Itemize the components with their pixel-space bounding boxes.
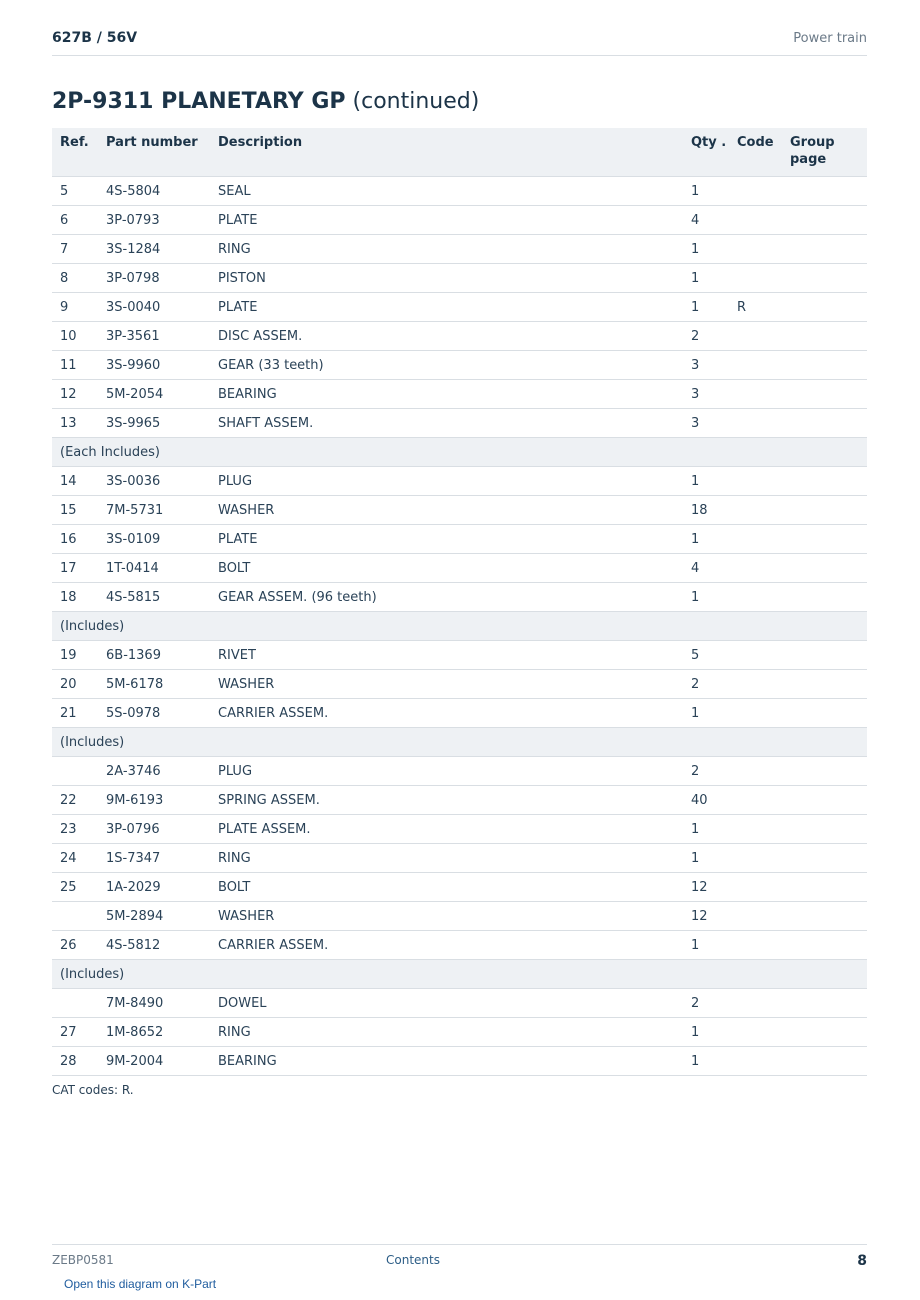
cell-code: [729, 351, 782, 380]
title-suffix: (continued): [345, 89, 480, 114]
cell-group-page: [782, 844, 867, 873]
table-row: [52, 583, 867, 612]
table-row: [52, 496, 867, 525]
cell-part-number: 7M-5731: [98, 496, 210, 525]
cell-part-number: 3S-0036: [98, 467, 210, 496]
cell-part-number: 5M-6178: [98, 670, 210, 699]
cell-part-number: 9M-2004: [98, 1047, 210, 1076]
cell-ref: 9: [52, 293, 98, 322]
cell-code: [729, 670, 782, 699]
cell-qty: 2: [683, 989, 729, 1018]
cell-ref: 18: [52, 583, 98, 612]
page-title: [52, 89, 479, 114]
cell-description: RIVET: [210, 641, 683, 670]
col-description: Description: [210, 128, 683, 177]
cell-description: SEAL: [210, 177, 683, 206]
parts-table-body: [52, 177, 867, 1076]
cell-group-page: [782, 351, 867, 380]
cell-description: SHAFT ASSEM.: [210, 409, 683, 438]
cell-group-page: [782, 264, 867, 293]
includes-group-row: [52, 728, 867, 757]
table-row: [52, 873, 867, 902]
cell-description: PLATE: [210, 293, 683, 322]
cell-description: DISC ASSEM.: [210, 322, 683, 351]
cell-code: [729, 757, 782, 786]
cell-ref: [52, 989, 98, 1018]
col-qty: Qty .: [683, 128, 729, 177]
cell-code: [729, 322, 782, 351]
table-row: [52, 1018, 867, 1047]
cell-code: [729, 496, 782, 525]
cell-group-page: [782, 757, 867, 786]
cell-qty: 1: [683, 264, 729, 293]
table-row: [52, 1047, 867, 1076]
cell-qty: 1: [683, 1018, 729, 1047]
cell-ref: 12: [52, 380, 98, 409]
cell-ref: 24: [52, 844, 98, 873]
cell-description: PLUG: [210, 467, 683, 496]
cell-code: [729, 206, 782, 235]
cell-ref: 11: [52, 351, 98, 380]
document-id: ZEBP0581: [52, 1253, 114, 1267]
table-row: [52, 670, 867, 699]
includes-group-row: [52, 960, 867, 989]
cell-part-number: 6B-1369: [98, 641, 210, 670]
cell-code: [729, 815, 782, 844]
cell-group-page: [782, 931, 867, 960]
cell-group-page: [782, 902, 867, 931]
cell-part-number: 3P-0798: [98, 264, 210, 293]
cell-code: [729, 554, 782, 583]
cell-qty: 1: [683, 177, 729, 206]
cell-qty: 3: [683, 351, 729, 380]
table-row: [52, 815, 867, 844]
cell-code: [729, 525, 782, 554]
cell-part-number: 5M-2054: [98, 380, 210, 409]
cell-ref: 7: [52, 235, 98, 264]
cell-description: BOLT: [210, 873, 683, 902]
cell-part-number: 3P-3561: [98, 322, 210, 351]
cell-description: BEARING: [210, 380, 683, 409]
cell-description: GEAR (33 teeth): [210, 351, 683, 380]
cell-ref: [52, 757, 98, 786]
cell-code: [729, 409, 782, 438]
cell-description: RING: [210, 1018, 683, 1047]
cell-description: WASHER: [210, 496, 683, 525]
cell-group-page: [782, 380, 867, 409]
includes-note: (Includes): [52, 612, 867, 641]
cell-ref: 27: [52, 1018, 98, 1047]
includes-group-row: [52, 438, 867, 467]
cell-description: BEARING: [210, 1047, 683, 1076]
col-part-number: Part number: [98, 128, 210, 177]
cell-qty: 1: [683, 583, 729, 612]
cell-part-number: 4S-5812: [98, 931, 210, 960]
cell-description: PLATE: [210, 206, 683, 235]
cell-ref: 26: [52, 931, 98, 960]
cell-group-page: [782, 206, 867, 235]
cell-ref: 28: [52, 1047, 98, 1076]
cell-description: CARRIER ASSEM.: [210, 699, 683, 728]
cell-qty: 3: [683, 409, 729, 438]
cell-code: [729, 177, 782, 206]
cell-ref: 17: [52, 554, 98, 583]
cell-qty: 1: [683, 931, 729, 960]
table-row: [52, 177, 867, 206]
cell-group-page: [782, 815, 867, 844]
cell-ref: 10: [52, 322, 98, 351]
cell-ref: 15: [52, 496, 98, 525]
page-number: 8: [857, 1253, 867, 1269]
cell-qty: 1: [683, 1047, 729, 1076]
cell-code: R: [729, 293, 782, 322]
cell-code: [729, 902, 782, 931]
cell-group-page: [782, 322, 867, 351]
cell-description: PLUG: [210, 757, 683, 786]
includes-group-row: [52, 612, 867, 641]
cell-part-number: 3S-0109: [98, 525, 210, 554]
cell-part-number: 9M-6193: [98, 786, 210, 815]
parts-table: [52, 128, 867, 1076]
table-row: [52, 757, 867, 786]
cell-qty: 2: [683, 670, 729, 699]
cell-group-page: [782, 699, 867, 728]
cell-qty: 1: [683, 525, 729, 554]
cell-description: WASHER: [210, 670, 683, 699]
cell-qty: 40: [683, 786, 729, 815]
table-row: [52, 844, 867, 873]
kpart-diagram-link[interactable]: Open this diagram on K-Part: [64, 1277, 217, 1291]
cell-description: GEAR ASSEM. (96 teeth): [210, 583, 683, 612]
cell-description: PLATE: [210, 525, 683, 554]
cell-part-number: 4S-5815: [98, 583, 210, 612]
cell-qty: 12: [683, 873, 729, 902]
table-row: [52, 264, 867, 293]
cat-codes-note: CAT codes: R.: [52, 1083, 134, 1097]
table-row: [52, 293, 867, 322]
table-row: [52, 409, 867, 438]
table-row: [52, 931, 867, 960]
cell-ref: 14: [52, 467, 98, 496]
cell-part-number: 3S-0040: [98, 293, 210, 322]
cell-part-number: 5S-0978: [98, 699, 210, 728]
cell-qty: 2: [683, 757, 729, 786]
cell-description: CARRIER ASSEM.: [210, 931, 683, 960]
table-row: [52, 554, 867, 583]
table-row: [52, 641, 867, 670]
page-header: [52, 28, 867, 56]
cell-group-page: [782, 235, 867, 264]
model-label: 627B / 56V: [52, 30, 138, 46]
cell-ref: 20: [52, 670, 98, 699]
cell-part-number: 3S-9965: [98, 409, 210, 438]
cell-ref: [52, 902, 98, 931]
table-row: [52, 989, 867, 1018]
cell-group-page: [782, 467, 867, 496]
cell-qty: 4: [683, 206, 729, 235]
table-row: [52, 235, 867, 264]
cell-part-number: 1A-2029: [98, 873, 210, 902]
cell-group-page: [782, 177, 867, 206]
table-header-row: [52, 128, 867, 177]
cell-code: [729, 235, 782, 264]
cell-group-page: [782, 554, 867, 583]
table-row: [52, 699, 867, 728]
cell-group-page: [782, 641, 867, 670]
cell-ref: 23: [52, 815, 98, 844]
cell-group-page: [782, 1018, 867, 1047]
section-label: Power train: [793, 31, 867, 46]
includes-note: (Includes): [52, 960, 867, 989]
cell-ref: 6: [52, 206, 98, 235]
cell-group-page: [782, 525, 867, 554]
cell-group-page: [782, 786, 867, 815]
table-row: [52, 902, 867, 931]
cell-ref: 16: [52, 525, 98, 554]
includes-note: (Includes): [52, 728, 867, 757]
table-row: [52, 525, 867, 554]
cell-ref: 8: [52, 264, 98, 293]
cell-description: RING: [210, 235, 683, 264]
cell-qty: 2: [683, 322, 729, 351]
cell-code: [729, 931, 782, 960]
cell-part-number: 3P-0793: [98, 206, 210, 235]
cell-part-number: 1S-7347: [98, 844, 210, 873]
cell-description: RING: [210, 844, 683, 873]
table-row: [52, 786, 867, 815]
cell-part-number: 5M-2894: [98, 902, 210, 931]
cell-ref: 5: [52, 177, 98, 206]
table-row: [52, 351, 867, 380]
cell-description: WASHER: [210, 902, 683, 931]
cell-group-page: [782, 1047, 867, 1076]
table-row: [52, 380, 867, 409]
cell-description: PISTON: [210, 264, 683, 293]
cell-ref: 21: [52, 699, 98, 728]
cell-ref: 25: [52, 873, 98, 902]
cell-code: [729, 873, 782, 902]
cell-qty: 1: [683, 293, 729, 322]
cell-group-page: [782, 873, 867, 902]
cell-qty: 18: [683, 496, 729, 525]
cell-part-number: 3S-1284: [98, 235, 210, 264]
cell-qty: 1: [683, 699, 729, 728]
cell-group-page: [782, 989, 867, 1018]
cell-group-page: [782, 583, 867, 612]
cell-code: [729, 699, 782, 728]
contents-link[interactable]: Contents: [386, 1253, 440, 1267]
cell-group-page: [782, 293, 867, 322]
group-title: 2P-9311 PLANETARY GP: [52, 89, 346, 114]
cell-code: [729, 1018, 782, 1047]
cell-description: BOLT: [210, 554, 683, 583]
col-group-page: Group page: [782, 128, 867, 177]
cell-ref: 22: [52, 786, 98, 815]
cell-code: [729, 786, 782, 815]
cell-qty: 12: [683, 902, 729, 931]
cell-code: [729, 1047, 782, 1076]
cell-qty: 1: [683, 815, 729, 844]
col-code: Code: [729, 128, 782, 177]
cell-part-number: 7M-8490: [98, 989, 210, 1018]
table-row: [52, 322, 867, 351]
cell-code: [729, 264, 782, 293]
cell-group-page: [782, 409, 867, 438]
cell-part-number: 3S-9960: [98, 351, 210, 380]
cell-description: SPRING ASSEM.: [210, 786, 683, 815]
cell-qty: 3: [683, 380, 729, 409]
cell-code: [729, 989, 782, 1018]
cell-code: [729, 380, 782, 409]
includes-note: (Each Includes): [52, 438, 867, 467]
cell-part-number: 2A-3746: [98, 757, 210, 786]
cell-part-number: 1T-0414: [98, 554, 210, 583]
cell-part-number: 1M-8652: [98, 1018, 210, 1047]
cell-code: [729, 641, 782, 670]
cell-code: [729, 844, 782, 873]
cell-ref: 19: [52, 641, 98, 670]
cell-part-number: 3P-0796: [98, 815, 210, 844]
cell-description: PLATE ASSEM.: [210, 815, 683, 844]
cell-qty: 5: [683, 641, 729, 670]
cell-description: DOWEL: [210, 989, 683, 1018]
cell-qty: 4: [683, 554, 729, 583]
table-row: [52, 467, 867, 496]
cell-part-number: 4S-5804: [98, 177, 210, 206]
footer-divider: [52, 1244, 867, 1245]
cell-qty: 1: [683, 467, 729, 496]
cell-code: [729, 467, 782, 496]
cell-group-page: [782, 496, 867, 525]
table-row: [52, 206, 867, 235]
cell-qty: 1: [683, 844, 729, 873]
col-ref: Ref.: [52, 128, 98, 177]
cell-qty: 1: [683, 235, 729, 264]
cell-ref: 13: [52, 409, 98, 438]
cell-code: [729, 583, 782, 612]
cell-group-page: [782, 670, 867, 699]
